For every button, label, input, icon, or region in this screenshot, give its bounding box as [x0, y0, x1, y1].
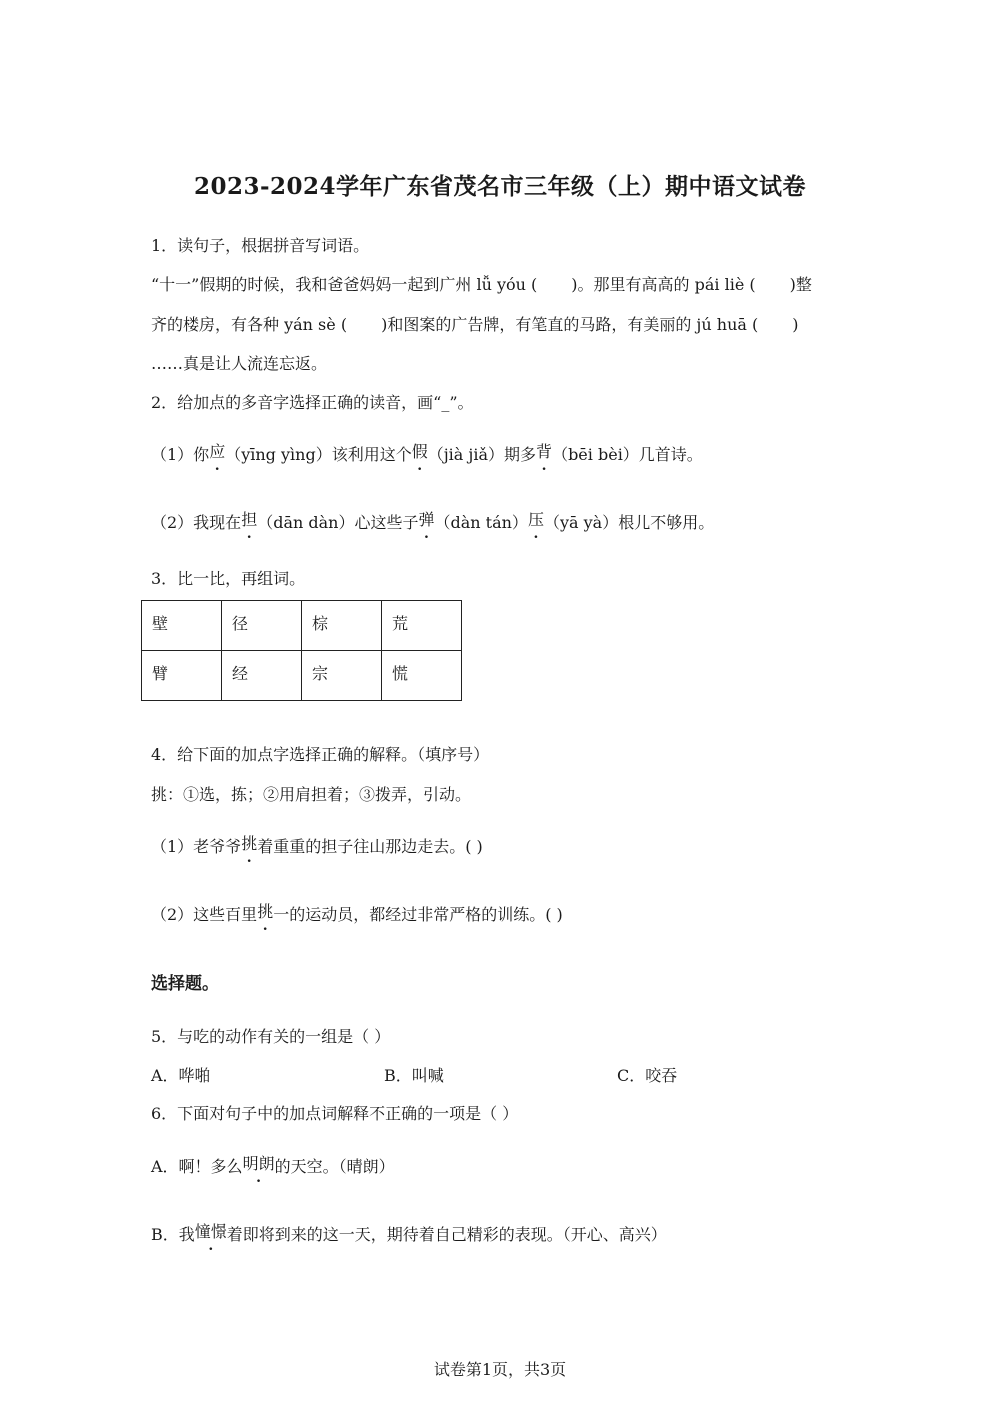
table-cell[interactable]: 经: [222, 651, 302, 701]
table-cell[interactable]: 荒: [382, 601, 462, 651]
q6-option-a[interactable]: [151, 1154, 395, 1177]
q2-sentence-1: [151, 442, 703, 465]
q4-sentence-1: [151, 834, 483, 857]
page-footer: 试卷第1页，共3页: [433, 1360, 567, 1379]
q1-stem: 1．读句子，根据拼音写词语。: [151, 236, 370, 255]
q6-b-post: 着即将到来的这一天，期待着自己精彩的表现。（开心、高兴）: [226, 1225, 667, 1244]
dotted-char: 担: [241, 510, 258, 529]
table-row: [142, 601, 462, 651]
q6-b-pre: B．我: [151, 1225, 195, 1244]
q2-s1-pinyin-2[interactable]: （jià jiǎ）期多: [427, 445, 537, 464]
q6-a-pre: A．啊！多么: [151, 1157, 243, 1176]
q1-line-1-part-b: )。那里有高高的 pái liè (: [571, 275, 756, 294]
q2-s1-pinyin-3[interactable]: （bēi bèi）几首诗。: [552, 445, 703, 464]
q3-stem: 3．比一比，再组词。: [151, 569, 306, 588]
dotted-char: 应: [209, 442, 226, 461]
dotted-word: 憧憬: [194, 1222, 227, 1241]
q2-s2-pinyin-2[interactable]: （dàn tán）: [434, 513, 528, 532]
page-title: 2023-2024学年广东省茂名市三年级（上）期中语文试卷: [193, 173, 807, 200]
dotted-char: 压: [527, 510, 544, 529]
dotted-word: 明朗: [242, 1154, 275, 1173]
q2-stem: 2．给加点的多音字选择正确的读音，画“_”。: [151, 393, 474, 412]
q2-s1-pre: （1）你: [151, 445, 210, 464]
compare-table: [141, 600, 462, 701]
q2-s1-pinyin-1[interactable]: （yīng yìng）该利用这个: [225, 445, 412, 464]
q6-a-post: 的天空。（晴朗）: [274, 1157, 395, 1176]
q1-line-3: ……真是让人流连忘返。: [151, 354, 328, 373]
table-cell[interactable]: 径: [222, 601, 302, 651]
q4-s2-post[interactable]: 一的运动员，都经过非常严格的训练。( ): [273, 905, 563, 924]
q1-line-2-part-b: )和图案的广告牌，有笔直的马路，有美丽的 jú huā (: [381, 315, 759, 334]
q5-option-b[interactable]: B．叫喊: [384, 1066, 444, 1085]
q4-s1-pre: （1）老爷爷: [151, 837, 242, 856]
table-cell[interactable]: 臂: [142, 651, 222, 701]
q2-s2-pinyin-1[interactable]: （dān dàn）心这些子: [257, 513, 419, 532]
table-cell[interactable]: 宗: [302, 651, 382, 701]
dotted-char: 背: [536, 442, 553, 461]
q1-line-1-part-a: “十一”假期的时候，我和爸爸妈妈一起到广州 lǚ yóu (: [151, 275, 538, 294]
q2-sentence-2: [151, 510, 714, 533]
q4-s1-post[interactable]: 着重重的担子往山那边走去。( ): [257, 837, 483, 856]
table-cell[interactable]: 棕: [302, 601, 382, 651]
table-cell[interactable]: 壁: [142, 601, 222, 651]
q6-stem: 6．下面对句子中的加点词解释不正确的一项是（ ）: [151, 1104, 519, 1123]
dotted-char: 假: [411, 442, 428, 461]
dotted-char: 挑: [241, 834, 258, 853]
dotted-char: 挑: [257, 902, 274, 921]
q1-line-2-part-a: 齐的楼房，有各种 yán sè (: [151, 315, 348, 334]
q2-s2-pinyin-3[interactable]: （yā yà）根儿不够用。: [543, 513, 715, 532]
q1-line-1-part-c: )整: [789, 275, 812, 294]
q5-option-c[interactable]: C．咬吞: [617, 1066, 678, 1085]
q1-line-2-part-c: ): [792, 315, 799, 334]
q6-option-b[interactable]: [151, 1222, 667, 1245]
table-row: [142, 651, 462, 701]
dotted-char: 弹: [418, 510, 435, 529]
q1-line-1: [151, 272, 812, 295]
q4-s2-pre: （2）这些百里: [151, 905, 258, 924]
q4-definitions: 挑：①选，拣；②用肩担着；③拨弄，引动。: [151, 785, 472, 804]
section-heading: 选择题。: [151, 974, 219, 994]
q5-option-a[interactable]: A．哗啪: [151, 1066, 211, 1085]
q2-s2-pre: （2）我现在: [151, 513, 242, 532]
table-cell[interactable]: 慌: [382, 651, 462, 701]
q5-stem: 5．与吃的动作有关的一组是（ ）: [151, 1027, 391, 1046]
q4-stem: 4．给下面的加点字选择正确的解释。（填序号）: [151, 745, 490, 764]
q1-line-2: [151, 312, 799, 335]
q4-sentence-2: [151, 902, 563, 925]
